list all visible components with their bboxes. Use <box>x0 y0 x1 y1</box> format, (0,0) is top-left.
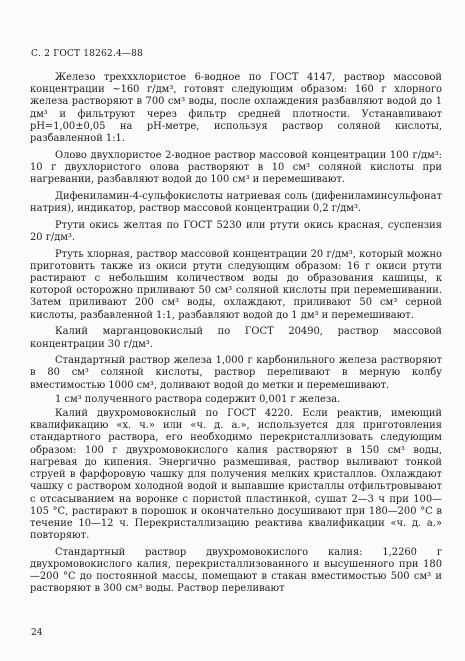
paragraph-dichromate: Калий двухромовокислый по ГОСТ 4220. Если реактив, имеющий квалификацию «х. ч.» или «ч. д. а.», используется для приготовления стандартного раствора, его необходимо перекристаллизовать следующим образом: 100 г двухромовокислого калия растворяют в 150 см³ воды, нагревая до кипения. Энергично размешивая, раствор выливают тонкой струей в фарфоровую чашку для получения мелких кристаллов. Охлаждают чашку с раствором холодной водой и выпавшие кристаллы отфильтровывают с отсасыванием на воронке с пористой пластинкой, сушат 2—3 ч при 100—105 °С, растирают в порошок и окончательно досушивают при 180—200 °С в течение 10—12 ч. Перекристаллизацию реактива квалификации «ч. д. а.» повторяют. <box>30 408 442 542</box>
paragraph-mercury-oxide: Ртути окись желтая по ГОСТ 5230 или ртути окись красная, суспензия 20 г/дм³. <box>30 219 442 243</box>
running-header: С. 2 ГОСТ 18262.4—88 <box>31 49 143 59</box>
paragraph-tin-chloride: Олово двухлористое 2-водное раствор массовой концентрации 100 г/дм³: 10 г двухлористого олова растворяют в 10 см³ соляной кислоты при нагревании, разбавляют водой до 100 см³ и перемешивают. <box>30 149 442 186</box>
body-text <box>30 72 442 600</box>
paragraph-diphenylamine: Дифениламин-4-сульфокислоты натриевая соль (дифениламинсульфонат натрия), индикатор, раствор массовой концентрации 0,2 г/дм³. <box>30 190 442 215</box>
paragraph-iron-content: 1 см³ полученного раствора содержит 0,001 г железа. <box>55 393 341 405</box>
paragraph-iron-standard: Стандартный раствор железа 1,000 г карбонильного железа растворяют в 80 см³ соляной кислоты, раствор переливают в мерную колбу вместимостью 1000 см³, доливают водой до метки и перемешивают. <box>30 355 442 391</box>
paragraph-dichromate-standard: Стандартный раствор двухромовокислого калия: 1,2260 г двухромовокислого калия, перекристаллизованного и высушенного при 180—200 °С до постоянной массы, помещают в стакан вместимостью 500 см³ и растворяют в 300 см³ воды. Раствор переливают <box>30 546 442 595</box>
paragraph-permanganate: Калий марганцовокислый по ГОСТ 20490, раствор массовой концентрации 30 г/дм³. <box>30 326 442 350</box>
paragraph-mercury-chloride: Ртуть хлорная, раствор массовой концентрации 20 г/дм³, который можно приготовить также из окиси ртути следующим образом: 16 г окиси ртути растирают с небольшим количеством воды до образования кашицы, к которой осторожно приливают 50 см³ соляной кислоты при перемешивании. Затем приливают 200 см³ воды, охлаждают, приливают 50 см³ серной кислоты, разбавленной 1:1, разбавляют водой до 1 дм³ и перемешивают. <box>30 248 442 321</box>
paragraph-ferric-chloride: Железо трехххлористое 6-водное по ГОСТ 4147, раствор массовой концентрации ~160 г/дм³, готовят следующим образом: 160 г хлорного железа растворяют в 700 см³ воды, после охлаждения разбавляют водой до 1 дм³ и фильтруют через фильтр средней плотности. Устанавливают pH=1,00±0,05 на pH-метре, используя раствор соляной кислоты, разбавленной 1:1. <box>30 72 442 145</box>
page-number: 24 <box>31 628 43 638</box>
